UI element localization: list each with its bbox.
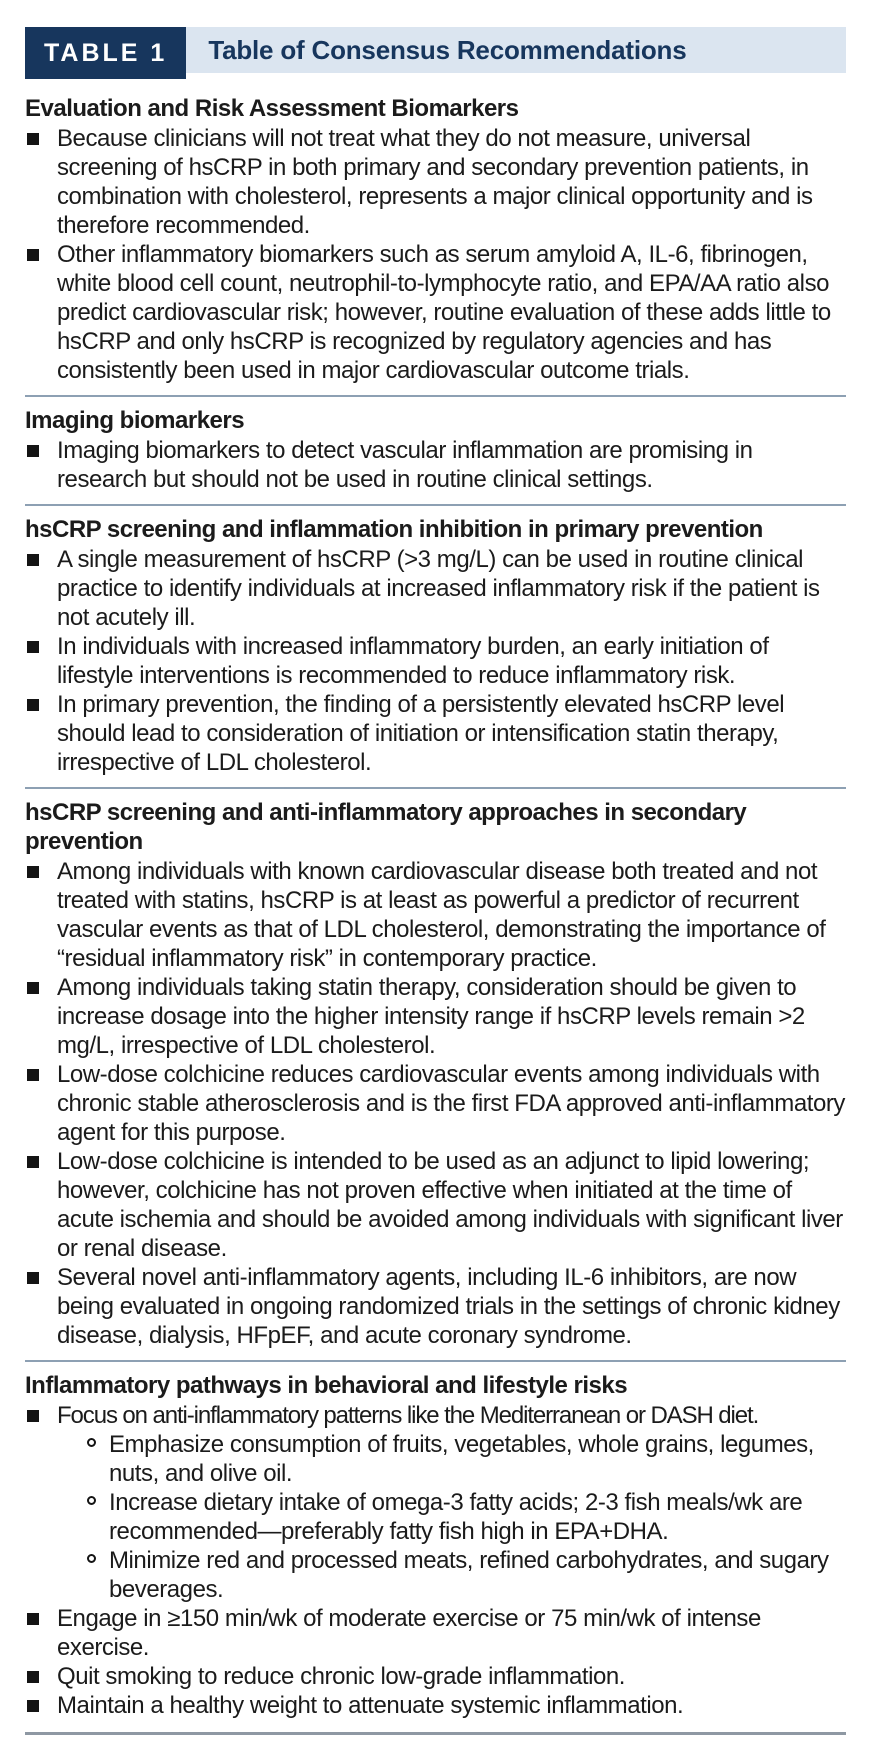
- bullet-circle-icon: [87, 1496, 96, 1505]
- bullet-text: Because clinicians will not treat what they do not measure, universal screening of hsCRP in both primary and secondary prevention patients, in combination with cholesterol, represents a major clinical opportunity and is therefore recommended.: [57, 125, 813, 239]
- section-hscrp-primary-prevention: [25, 515, 846, 777]
- bullet-list: [25, 857, 846, 1350]
- bullet-text: Among individuals taking statin therapy, consideration should be given to increase dosage into the higher intensity range if hsCRP levels remain >2 mg/L, irrespective of LDL cholesterol.: [57, 974, 805, 1059]
- bullet-text: Low-dose colchicine reduces cardiovascular events among individuals with chronic stable atherosclerosis and is the first FDA approved anti-inflammatory agent for this purpose.: [57, 1061, 845, 1146]
- section-evaluation-risk-assessment-biomarkers: [25, 94, 846, 385]
- table-number-badge: TABLE 1: [25, 27, 186, 79]
- section-divider: [25, 504, 846, 506]
- section-divider: [25, 1360, 846, 1362]
- bullet-item: [25, 857, 846, 973]
- table-title: Table of Consensus Recommendations: [186, 27, 846, 73]
- bullet-square-icon: [27, 133, 39, 145]
- section-divider: [25, 395, 846, 397]
- section-heading: Evaluation and Risk Assessment Biomarkers: [25, 95, 519, 122]
- section-inflammatory-pathways-lifestyle: [25, 1371, 846, 1720]
- sub-bullet-list: [57, 1430, 846, 1604]
- bullet-item: [25, 1147, 846, 1263]
- bullet-square-icon: [27, 866, 39, 878]
- section-divider: [25, 787, 846, 789]
- bullet-square-icon: [27, 249, 39, 261]
- bullet-list: [25, 1401, 846, 1720]
- bullet-square-icon: [27, 699, 39, 711]
- bullet-square-icon: [27, 1671, 39, 1683]
- bullet-item: [25, 1604, 846, 1662]
- bullet-square-icon: [27, 1410, 39, 1422]
- section-heading: hsCRP screening and anti-inflammatory approaches in secondary prevention: [25, 799, 747, 855]
- section-heading: Inflammatory pathways in behavioral and lifestyle risks: [25, 1372, 628, 1399]
- bullet-square-icon: [27, 445, 39, 457]
- bullet-item: [25, 1691, 846, 1720]
- bullet-text: A single measurement of hsCRP (>3 mg/L) can be used in routine clinical practice to identify individuals at increased inflammatory risk if the patient is not acutely ill.: [57, 546, 820, 631]
- bullet-square-icon: [27, 1156, 39, 1168]
- bullet-item: [25, 545, 846, 632]
- bullet-item: [25, 632, 846, 690]
- bullet-square-icon: [27, 1613, 39, 1625]
- sub-bullet-text: Emphasize consumption of fruits, vegetables, whole grains, legumes, nuts, and olive oil.: [109, 1431, 814, 1487]
- bullet-text: In primary prevention, the finding of a persistently elevated hsCRP level should lead to consideration of initiation or intensification statin therapy, irrespective of LDL cholesterol.: [57, 691, 785, 776]
- sub-bullet-text: Increase dietary intake of omega-3 fatty acids; 2-3 fish meals/wk are recommended—preferably fatty fish high in EPA+DHA.: [109, 1489, 803, 1545]
- sub-bullet-item: [87, 1430, 846, 1488]
- table-bottom-rule: [25, 1732, 846, 1735]
- bullet-item: [25, 690, 846, 777]
- bullet-square-icon: [27, 1272, 39, 1284]
- bullet-item: [25, 1662, 846, 1691]
- bullet-text: Other inflammatory biomarkers such as serum amyloid A, IL-6, fibrinogen, white blood cell count, neutrophil-to-lymphocyte ratio, and EPA/AA ratio also predict cardiovascular risk; however, routine evaluation of these adds little to hsCRP and only hsCRP is recognized by regulatory agencies and has consistently been used in major cardiovascular outcome trials.: [57, 241, 831, 384]
- bullet-text: Imaging biomarkers to detect vascular inflammation are promising in research but should not be used in routine clinical settings.: [57, 437, 753, 493]
- section-heading: hsCRP screening and inflammation inhibition in primary prevention: [25, 516, 763, 543]
- bullet-square-icon: [27, 1069, 39, 1081]
- bullet-text: Maintain a healthy weight to attenuate systemic inflammation.: [57, 1692, 684, 1719]
- bullet-text: Quit smoking to reduce chronic low-grade inflammation.: [57, 1663, 625, 1690]
- bullet-item: [25, 973, 846, 1060]
- bullet-square-icon: [27, 641, 39, 653]
- section-heading: Imaging biomarkers: [25, 407, 245, 434]
- bullet-item: [25, 1060, 846, 1147]
- bullet-item: [25, 124, 846, 240]
- bullet-square-icon: [27, 982, 39, 994]
- section-hscrp-secondary-prevention: [25, 798, 846, 1350]
- bullet-text: Engage in ≥150 min/wk of moderate exercise or 75 min/wk of intense exercise.: [57, 1605, 761, 1661]
- bullet-item: [25, 240, 846, 385]
- section-imaging-biomarkers: [25, 406, 846, 494]
- sub-bullet-item: [87, 1546, 846, 1604]
- bullet-item: [25, 1401, 846, 1604]
- bullet-list: [25, 436, 846, 494]
- bullet-square-icon: [27, 554, 39, 566]
- sub-bullet-item: [87, 1488, 846, 1546]
- bullet-text: Among individuals with known cardiovascular disease both treated and not treated with statins, hsCRP is at least as powerful a predictor of recurrent vascular events as that of LDL cholesterol, demonstrating the importance of “residual inflammatory risk” in contemporary practice.: [57, 858, 826, 972]
- bullet-text: Focus on anti-inflammatory patterns like the Mediterranean or DASH diet.: [57, 1402, 759, 1429]
- bullet-text: In individuals with increased inflammatory burden, an early initiation of lifestyle interventions is recommended to reduce inflammatory risk.: [57, 633, 769, 689]
- bullet-square-icon: [27, 1700, 39, 1712]
- bullet-item: [25, 1263, 846, 1350]
- bullet-list: [25, 124, 846, 385]
- table-header: [25, 27, 846, 79]
- bullet-circle-icon: [87, 1554, 96, 1563]
- bullet-item: [25, 436, 846, 494]
- bullet-list: [25, 545, 846, 777]
- bullet-text: Low-dose colchicine is intended to be used as an adjunct to lipid lowering; however, colchicine has not proven effective when initiated at the time of acute ischemia and should be avoided among individuals with significant liver or renal disease.: [57, 1148, 843, 1262]
- bullet-circle-icon: [87, 1438, 96, 1447]
- sub-bullet-text: Minimize red and processed meats, refined carbohydrates, and sugary beverages.: [109, 1547, 829, 1603]
- bullet-text: Several novel anti-inflammatory agents, including IL-6 inhibitors, are now being evaluated in ongoing randomized trials in the settings of chronic kidney disease, dialysis, HFpEF, and acute coronary syndrome.: [57, 1264, 840, 1349]
